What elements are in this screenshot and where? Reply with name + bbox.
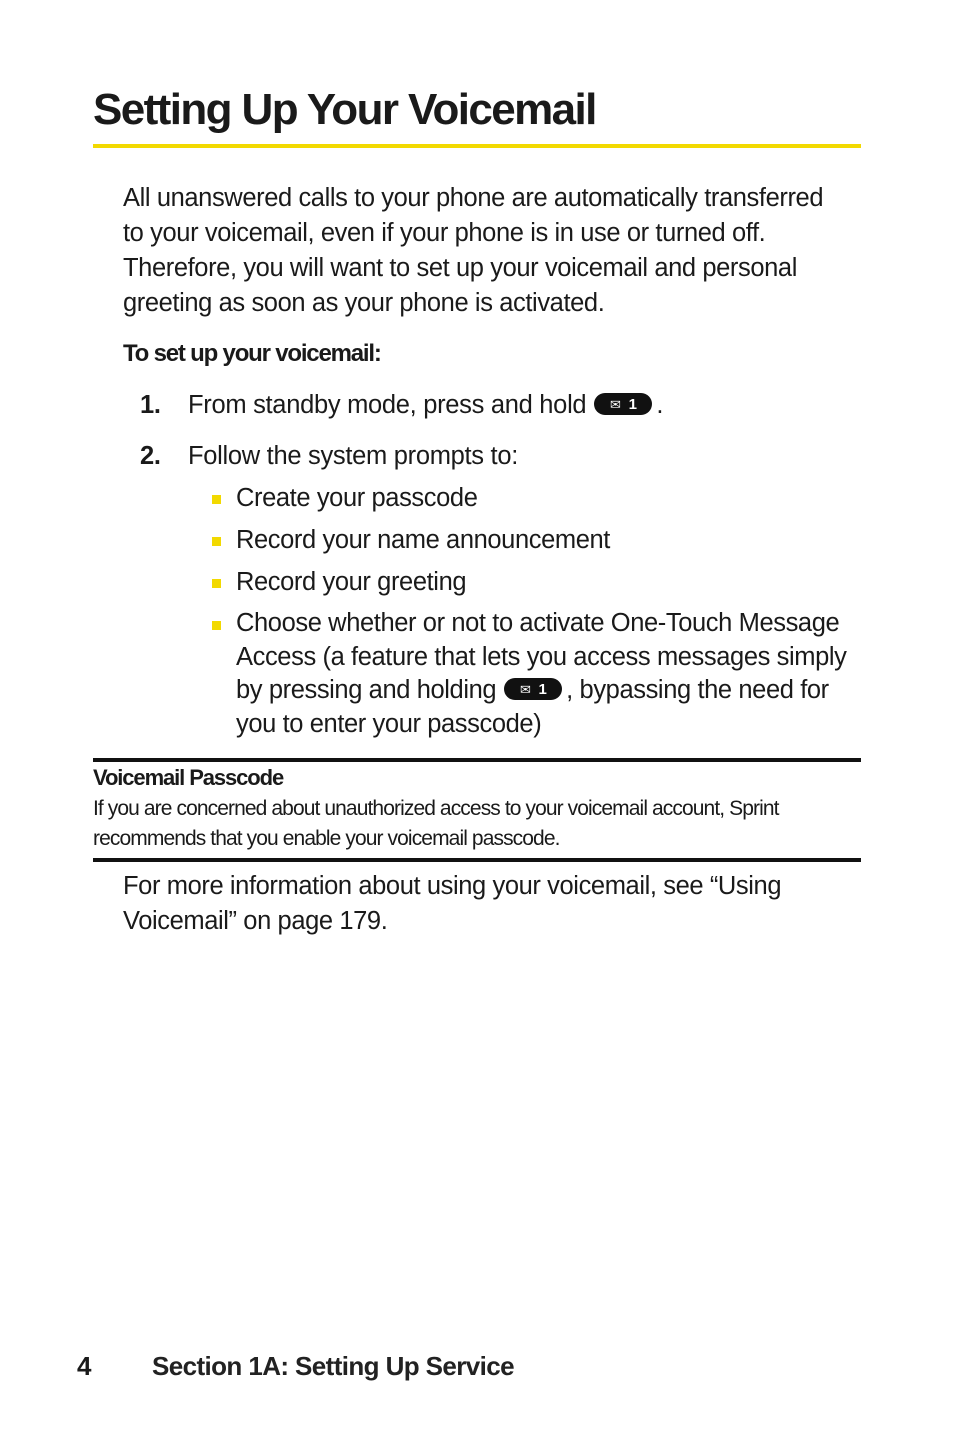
more-info-paragraph: For more information about using your voicemail, see “Using Voicemail” on page 179.	[123, 872, 782, 935]
title-underline	[93, 144, 861, 148]
step-number: 2.	[140, 442, 161, 470]
step-text: From standby mode, press and hold	[188, 391, 587, 419]
page-title: Setting Up Your Voicemail	[93, 85, 596, 134]
note-body: If you are concerned about unauthorized access to your voicemail account, Sprint recommends that you enable your voicemail passcode.	[93, 797, 779, 850]
bullet-square-icon	[212, 621, 221, 630]
section-label: Section 1A: Setting Up Service	[152, 1351, 514, 1381]
bullet-square-icon	[212, 495, 221, 504]
list-item-text: Create your passcode	[236, 484, 478, 512]
envelope-icon: ✉	[609, 396, 621, 412]
step-2	[140, 439, 518, 473]
envelope-icon: ✉	[519, 681, 531, 697]
list-item-text: Record your name announcement	[236, 526, 610, 554]
list-item-text-end: , bypassing the need for you to enter your passcode)	[236, 676, 829, 738]
list-item-text: Choose whether or not to activate One-Touch Message Access (a feature that lets you access messages simply by pressing and holding	[236, 609, 847, 704]
step-number: 1.	[140, 391, 161, 419]
note-title: Voicemail Passcode	[93, 765, 284, 790]
step-text-end: .	[656, 391, 664, 419]
list-item	[212, 481, 852, 515]
bullet-square-icon	[212, 537, 221, 546]
list-item-text: Record your greeting	[236, 568, 467, 596]
list-item	[212, 565, 852, 599]
step-1	[140, 388, 663, 422]
note-bottom-rule	[93, 858, 861, 862]
prompt-list	[212, 481, 852, 749]
voicemail-key	[594, 393, 652, 415]
procedure-heading: To set up your voicemail:	[123, 340, 381, 367]
page-number: 4	[77, 1351, 92, 1381]
bullet-square-icon	[212, 579, 221, 588]
step-text: Follow the system prompts to:	[188, 442, 518, 470]
key-label: 1	[538, 680, 547, 698]
list-item	[212, 607, 852, 741]
intro-paragraph: All unanswered calls to your phone are automatically transferred to your voicemail, even if your phone is in use or turned off. Therefore, you will want to set up your voicemail and personal greeting as soon as your phone is activated.	[123, 184, 824, 317]
voicemail-key	[504, 678, 562, 700]
note-top-rule	[93, 758, 861, 762]
key-label: 1	[628, 395, 637, 413]
list-item	[212, 523, 852, 557]
